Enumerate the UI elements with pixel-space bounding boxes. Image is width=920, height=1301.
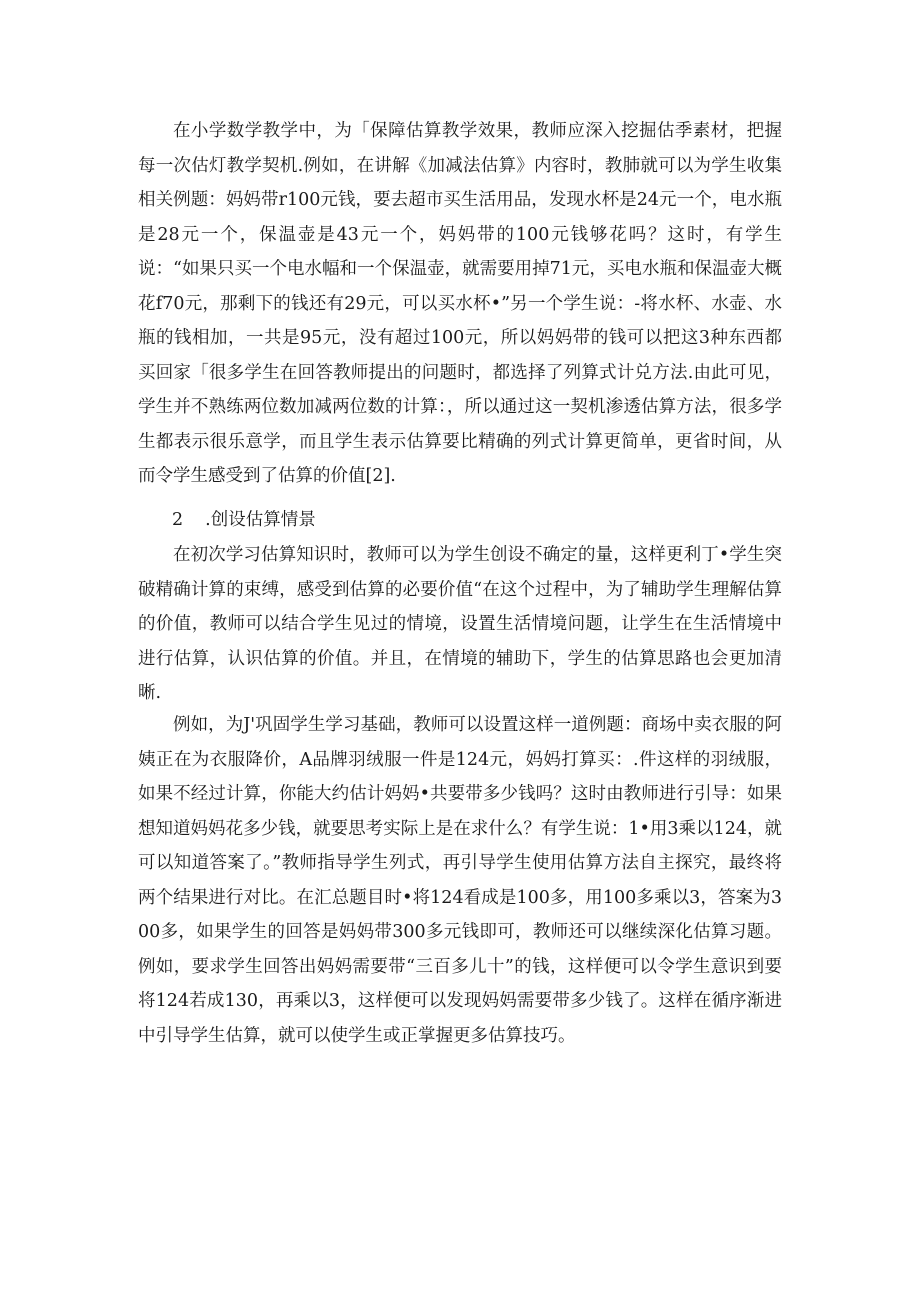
paragraph-example-down-jacket: 例如，为J'巩固学生学习基础，教师可以设置这样一道例题：商场中卖衣服的阿姨正在为衣服降价，A品牌羽绒服一件是124元，妈妈打算买：.件这样的羽绒服，如果不经过计算，你能大约估计妈妈•共要带多少钱吗？这时由教师进行引导：如果想知道妈妈花多少钱，就要思考实际上是在求什么？有学生说：1•用3乘以124，就可以知道答案了。”教师指导学生列式，再引导学生使用估算方法自主探究，最终将两个结果进行对比。在汇总题目时•将124看成是100多，用100多乘以3，答案为300多，如果学生的回答是妈妈带300多元钱即可，教师还可以继续深化估算习题。例如，要求学生回答出妈妈需要带“三百多儿十”的钱，这样便可以令学生意识到要将124若成130，再乘以3，这样便可以发现妈妈需要带多少钱了。这样在循序渐进中引导学生估算，就可以使学生或正掌握更多估算技巧。 bbox=[138, 715, 782, 1046]
paragraph-situation: 在初次学习估算知识时，教师可以为学生创设不确定的量，这样更利丁•学生突破精确计算的束缚，感受到估算的必要价值“在这个过程中，为了辅助学生理解估算的价值，教师可以结合学生见过的情境，设置生活情境问题，让学生在生活情境中进行估算，认识估算的价值。并且，在情境的辅助下，学生的估算思路也会更加清晰. bbox=[138, 545, 782, 703]
section-title: .创设估算情景 bbox=[205, 510, 316, 530]
paragraph-intro-example: 在小学数学教学中，为「保障估算教学效果，教师应深入挖掘估季素材，把握每一次估灯教学契机.例如，在讲解《加减法估算》内容时，教肺就可以为学生收集相关例题：妈妈带r100元钱，要去超市买生活用品，发现水杯是24元一个，电水瓶是28元一个，保温壶是43元一个，妈妈带的100元钱够花吗？这时，有学生说：“如果只买一个电水幅和一个保温壶，就需要用掉71元，买电水瓶和保温壶大概花f70元，那剩下的钱还有29元，可以买水杯•”另一个学生说：-将水杯、水壶、水瓶的钱相加，一共是95元，没有超过100元，所以妈妈带的钱可以把这3种东西都买回家「很多学生在回答教师提出的问题时，都选择了列算式计兑方法.由此可见，学生并不熟练两位数加减两位数的计算：，所以通过这一契机渗透估算方法，很多学生都表示很乐意学，而且学生表示估算要比精确的列式计算更简单，更省时间，从而令学生感受到了估算的价值[2]. bbox=[138, 121, 782, 486]
section-number: 2 bbox=[172, 510, 184, 530]
section-heading bbox=[172, 503, 316, 537]
